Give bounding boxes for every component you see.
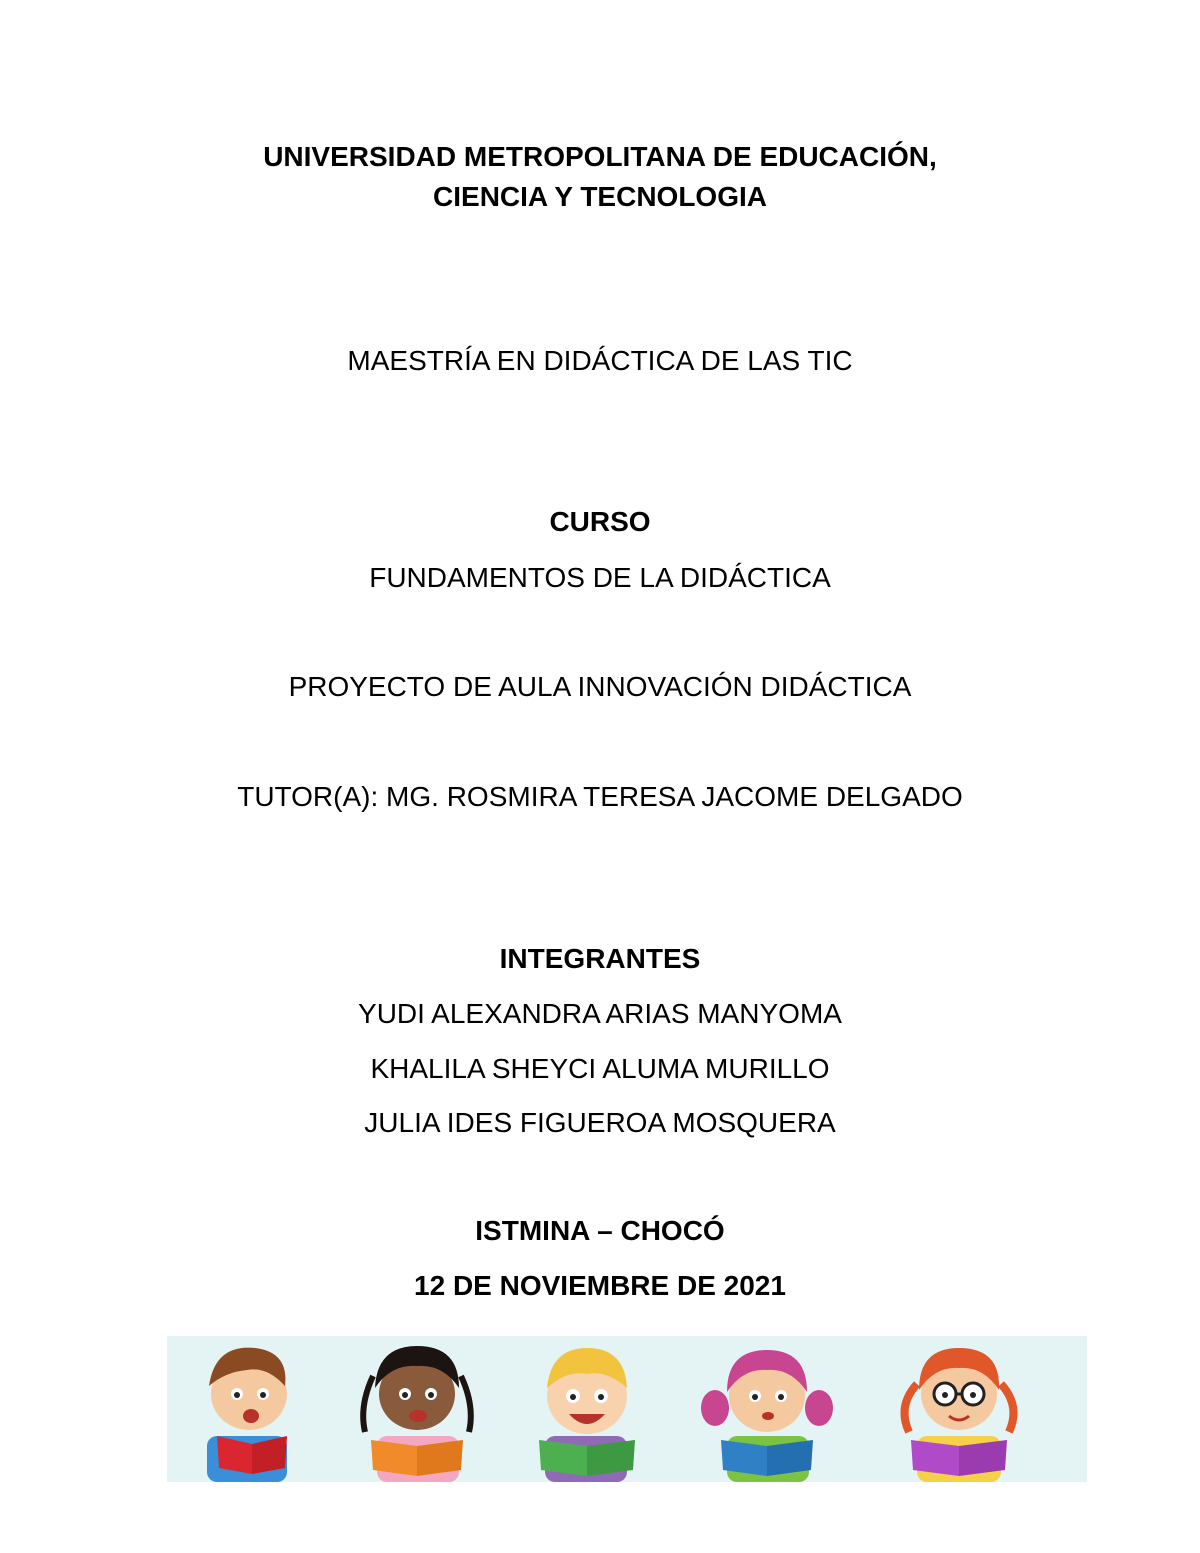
members-heading: INTEGRANTES xyxy=(499,943,701,974)
children-reading-illustration xyxy=(167,1336,1087,1482)
course-heading: CURSO xyxy=(549,506,651,537)
child-3 xyxy=(539,1348,635,1482)
project-title: PROYECTO DE AULA INNOVACIÓN DIDÁCTICA xyxy=(288,671,912,702)
program-title: MAESTRÍA EN DIDÁCTICA DE LAS TIC xyxy=(347,345,853,376)
course-name: FUNDAMENTOS DE LA DIDÁCTICA xyxy=(369,562,831,593)
member-name: JULIA IDES FIGUEROA MOSQUERA xyxy=(364,1107,836,1138)
university-name-line-1: UNIVERSIDAD METROPOLITANA DE EDUCACIÓN, xyxy=(263,141,937,172)
date: 12 DE NOVIEMBRE DE 2021 xyxy=(414,1270,786,1301)
member-name: YUDI ALEXANDRA ARIAS MANYOMA xyxy=(358,998,842,1029)
location: ISTMINA – CHOCÓ xyxy=(475,1215,725,1246)
tutor-line: TUTOR(A): MG. ROSMIRA TERESA JACOME DELGADO xyxy=(237,781,963,812)
member-name: KHALILA SHEYCI ALUMA MURILLO xyxy=(370,1053,830,1084)
university-name-line-2: CIENCIA Y TECNOLOGIA xyxy=(433,181,767,212)
child-1 xyxy=(207,1348,287,1482)
